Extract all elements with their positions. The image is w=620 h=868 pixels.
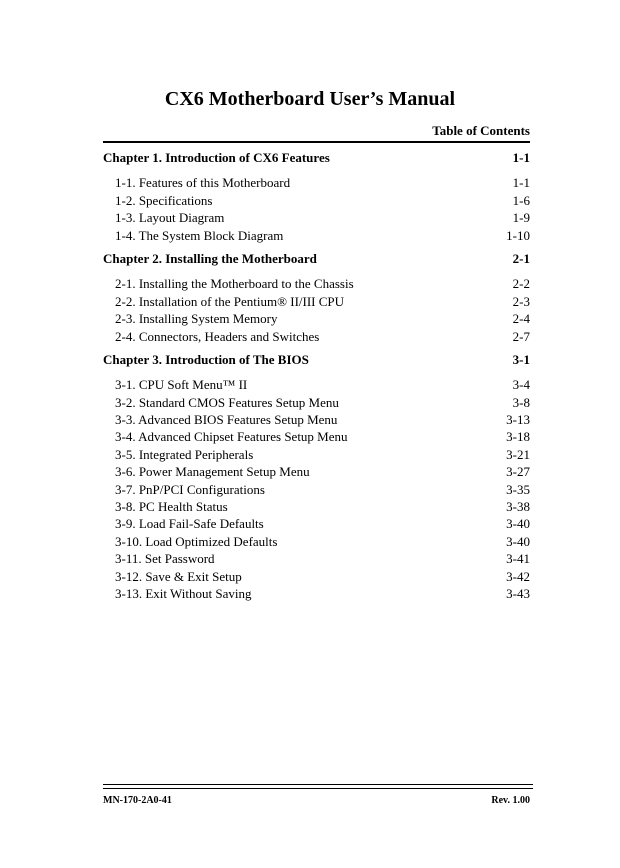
toc-entry-label: 3-4. Advanced Chipset Features Setup Menu — [115, 429, 348, 445]
document-number: MN-170-2A0-41 — [103, 795, 172, 806]
toc-entry-page: 2-2 — [512, 276, 530, 292]
toc-entry-label: 3-13. Exit Without Saving — [115, 585, 252, 601]
toc-entry-label: 3-8. PC Health Status — [115, 499, 228, 515]
chapter-title: Chapter 2. Installing the Motherboard — [103, 250, 317, 266]
toc-entry-page: 1-10 — [506, 227, 530, 243]
toc-entry[interactable] — [103, 585, 530, 602]
toc-entry-label: 3-12. Save & Exit Setup — [115, 568, 242, 584]
toc-entry[interactable] — [103, 498, 530, 515]
toc-entry-page: 3-8 — [512, 394, 530, 410]
toc-entry-page: 3-42 — [506, 568, 530, 584]
toc-entry[interactable] — [103, 192, 530, 209]
chapter-title: Chapter 1. Introduction of CX6 Features — [103, 150, 330, 165]
toc-entry[interactable] — [103, 550, 530, 567]
chapter-2 — [103, 250, 530, 345]
toc-entry[interactable] — [103, 376, 530, 393]
toc-entry-label: 2-1. Installing the Motherboard to the Chassis — [115, 276, 354, 292]
toc-entry-page: 2-4 — [512, 311, 530, 327]
toc-entry-label: 2-3. Installing System Memory — [115, 311, 278, 327]
toc-entry-page: 3-38 — [506, 499, 530, 515]
chapter-heading[interactable] — [103, 351, 530, 368]
toc-entry[interactable] — [103, 515, 530, 532]
toc-entry-label: 3-5. Integrated Peripherals — [115, 446, 254, 462]
chapter-page-number: 3-1 — [512, 351, 530, 367]
toc-entry-label: 3-2. Standard CMOS Features Setup Menu — [115, 394, 339, 410]
toc-entry[interactable] — [103, 463, 530, 480]
toc-entry[interactable] — [103, 533, 530, 550]
toc-entry-page: 1-1 — [512, 175, 530, 191]
toc-entry[interactable] — [103, 227, 530, 244]
toc-entry-page: 2-7 — [512, 328, 530, 344]
chapter-heading[interactable] — [103, 149, 530, 166]
chapter-1 — [103, 149, 530, 244]
toc-entry-page: 3-21 — [506, 446, 530, 462]
toc-entry-page: 1-6 — [512, 192, 530, 208]
toc-entry[interactable] — [103, 446, 530, 463]
toc-entry-page: 3-18 — [506, 429, 530, 445]
toc-entry-label: 3-6. Power Management Setup Menu — [115, 464, 310, 480]
toc-entry[interactable] — [103, 428, 530, 445]
toc-entry[interactable] — [103, 174, 530, 191]
toc-entry-page: 3-27 — [506, 464, 530, 480]
toc-entry-label: 3-3. Advanced BIOS Features Setup Menu — [115, 412, 338, 428]
toc-entry-label: 3-1. CPU Soft Menu™ II — [115, 377, 248, 393]
page-title: CX6 Motherboard User’s Manual — [164, 88, 456, 110]
toc-entry-page: 3-13 — [506, 412, 530, 428]
toc-entry-page: 2-3 — [512, 293, 530, 309]
chapter-3 — [103, 351, 530, 602]
toc-entry-label: 1-4. The System Block Diagram — [115, 227, 284, 243]
toc-entry[interactable] — [103, 328, 530, 345]
toc-entry-label: 1-1. Features of this Motherboard — [115, 175, 291, 191]
toc-entry[interactable] — [103, 394, 530, 411]
toc-entry-page: 3-40 — [506, 516, 530, 532]
table-of-contents — [103, 149, 530, 608]
toc-entry-page: 3-35 — [506, 481, 530, 497]
toc-entry-label: 2-2. Installation of the Pentium® II/III CPU — [115, 293, 345, 309]
toc-entry[interactable] — [103, 310, 530, 327]
toc-entry-label: 1-3. Layout Diagram — [115, 210, 225, 226]
revision-label: Rev. 1.00 — [491, 795, 530, 806]
header-divider — [103, 141, 530, 143]
footer-divider — [103, 784, 533, 789]
toc-entry[interactable] — [103, 568, 530, 585]
toc-entry[interactable] — [103, 293, 530, 310]
toc-entry[interactable] — [103, 481, 530, 498]
toc-heading: Table of Contents — [432, 123, 530, 138]
toc-entry-label: 3-11. Set Password — [115, 551, 215, 567]
chapter-heading[interactable] — [103, 250, 530, 267]
toc-entry-page: 3-4 — [512, 377, 530, 393]
toc-entry[interactable] — [103, 275, 530, 292]
toc-entry[interactable] — [103, 411, 530, 428]
chapter-page-number: 2-1 — [512, 250, 530, 266]
chapter-page-number: 1-1 — [512, 150, 530, 165]
toc-entry-label: 3-7. PnP/PCI Configurations — [115, 481, 265, 497]
toc-entry-label: 3-9. Load Fail-Safe Defaults — [115, 516, 264, 532]
chapter-title: Chapter 3. Introduction of The BIOS — [103, 351, 309, 367]
toc-entry-page: 3-43 — [506, 585, 530, 601]
page-footer — [103, 794, 530, 808]
toc-entry-label: 1-2. Specifications — [115, 192, 213, 208]
toc-entry[interactable] — [103, 209, 530, 226]
toc-entry-page: 3-40 — [506, 533, 530, 549]
toc-entry-label: 2-4. Connectors, Headers and Switches — [115, 328, 320, 344]
toc-entry-page: 3-41 — [506, 551, 530, 567]
toc-entry-label: 3-10. Load Optimized Defaults — [115, 533, 278, 549]
toc-entry-page: 1-9 — [512, 210, 530, 226]
